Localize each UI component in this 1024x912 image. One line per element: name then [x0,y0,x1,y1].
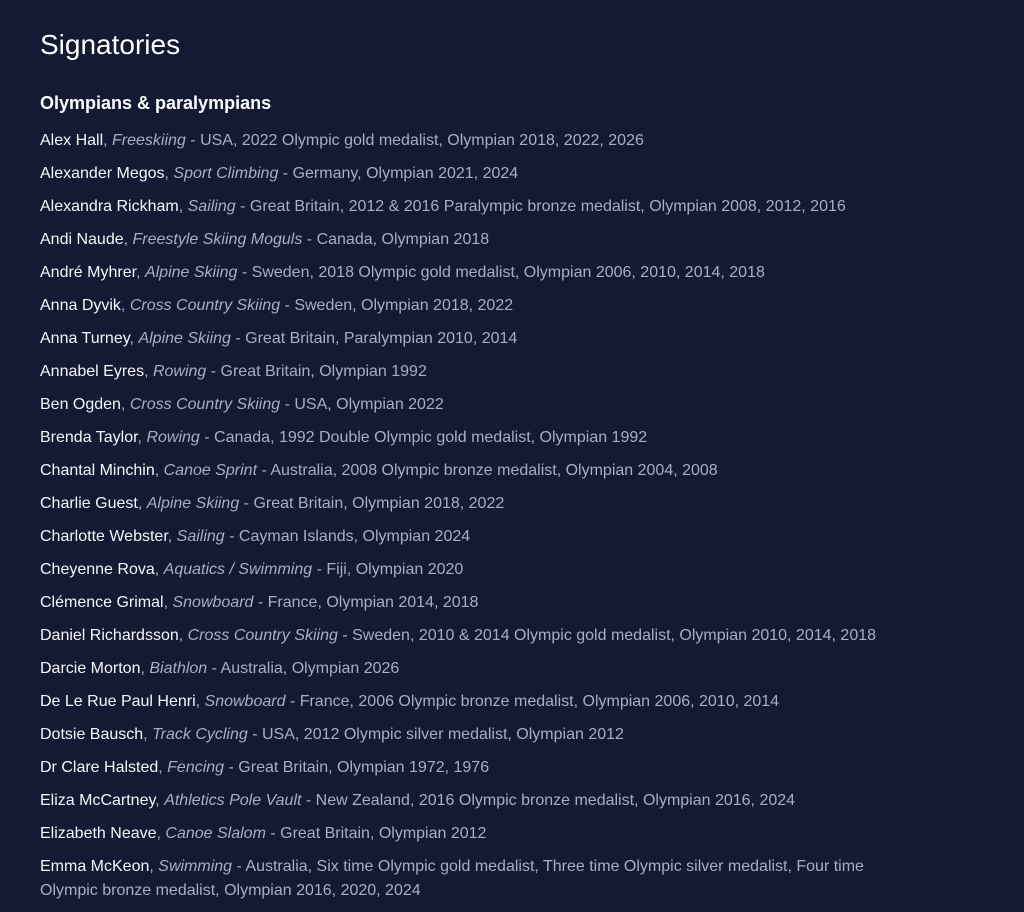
separator-dash: - [224,528,239,545]
signatory-name: Brenda Taylor [40,429,138,446]
signatory-sport: Cross Country Skiing [129,396,281,413]
separator-comma: , [154,561,164,578]
separator-comma: , [149,858,159,875]
signatory-sport: Alpine Skiing [144,264,238,281]
signatory-details: Sweden, 2010 & 2014 Olympic gold medalist, Olympian 2010, 2014, 2018 [352,627,877,644]
signatory-name: Alexandra Rickham [40,198,179,215]
separator-dash: - [239,495,254,512]
signatory-item [40,723,920,747]
signatory-sport: Aquatics / Swimming [163,561,313,578]
signatory-name: Emma McKeon [40,858,150,875]
signatory-list [40,129,920,912]
signatory-details: USA, 2022 Olympic gold medalist, Olympian 2018, 2022, 2026 [200,132,644,149]
separator-dash: - [280,297,295,314]
signatory-details: Fiji, Olympian 2020 [326,561,464,578]
signatory-details: Great Britain, Olympian 1972, 1976 [238,759,490,776]
signatory-details: Germany, Olympian 2021, 2024 [292,165,519,182]
separator-dash: - [232,858,246,875]
separator-dash: - [285,693,300,710]
separator-comma: , [158,759,168,776]
signatory-name: Charlie Guest [40,495,138,512]
signatory-name: Alex Hall [40,132,104,149]
signatory-details: Canada, 1992 Double Olympic gold medalist, Olympian 1992 [214,429,648,446]
signatory-item [40,789,920,813]
separator-comma: , [154,462,164,479]
signatory-details: Australia, 2008 Olympic bronze medalist, Olympian 2004, 2008 [270,462,718,479]
signatory-details: Great Britain, Paralympian 2010, 2014 [245,330,518,347]
separator-dash: - [265,825,281,842]
section-title: Olympians & paralympians [40,93,272,113]
separator-dash: - [337,627,353,644]
separator-comma: , [167,528,177,545]
signatory-item [40,426,920,450]
signatory-sport: Sailing [187,198,236,215]
signatory-name: Anna Turney [40,330,130,347]
separator-dash: - [206,363,221,380]
signatory-details: Sweden, Olympian 2018, 2022 [294,297,514,314]
signatory-details: Great Britain, 2012 & 2016 Paralympic bronze medalist, Olympian 2008, 2012, 2016 [249,198,846,215]
signatory-name: Alexander Megos [40,165,165,182]
separator-dash: - [280,396,295,413]
separator-comma: , [155,792,165,809]
separator-dash: - [301,792,316,809]
signatory-name: Eliza McCartney [40,792,156,809]
signatory-name: Charlotte Webster [40,528,168,545]
signatory-item [40,228,920,252]
signatory-sport: Cross Country Skiing [187,627,338,644]
separator-comma: , [136,264,145,281]
separator-comma: , [143,726,153,743]
signatory-name: André Myhrer [40,264,137,281]
signatory-name: Dr Clare Halsted [40,759,159,776]
signatory-details: Australia, Six time Olympic gold medalist, Three time Olympic silver medalist, Four time Olympic bronze medalist, Olympian 2016, 2020, 2024 [40,858,864,899]
signatory-details: USA, Olympian 2022 [294,396,444,413]
signatory-sport: Rowing [152,363,207,380]
signatory-sport: Alpine Skiing [138,330,231,347]
separator-dash: - [253,594,268,611]
separator-dash: - [230,330,246,347]
signatory-details: Great Britain, Olympian 2012 [280,825,487,842]
page-title: Signatories [40,29,181,60]
signatory-name: Annabel Eyres [40,363,145,380]
signatory-name: Darcie Morton [40,660,141,677]
signatory-item [40,558,920,582]
separator-dash: - [199,429,215,446]
signatory-details: France, Olympian 2014, 2018 [267,594,479,611]
signatory-item [40,822,920,846]
signatory-details: Australia, Olympian 2026 [220,660,400,677]
signatory-name: Anna Dyvik [40,297,121,314]
separator-dash: - [235,198,250,215]
separator-dash: - [237,264,252,281]
signatory-item [40,393,920,417]
signatory-item [40,624,920,648]
separator-comma: , [120,396,130,413]
signatory-item [40,360,920,384]
separator-dash: - [185,132,201,149]
separator-comma: , [120,297,130,314]
separator-dash: - [312,561,327,578]
signatory-details: Sweden, 2018 Olympic gold medalist, Olympian 2006, 2010, 2014, 2018 [251,264,765,281]
separator-dash: - [257,462,271,479]
signatory-sport: Swimming [158,858,233,875]
signatory-details: New Zealand, 2016 Olympic bronze medalist, Olympian 2016, 2024 [315,792,796,809]
signatory-sport: Fencing [167,759,225,776]
signatory-item [40,591,920,615]
separator-dash: - [207,660,221,677]
signatory-sport: Alpine Skiing [146,495,240,512]
signatory-name: Ben Ogden [40,396,121,413]
signatory-sport: Freestyle Skiing Moguls [132,231,303,248]
signatory-item [40,756,920,780]
signatory-name: Dotsie Bausch [40,726,144,743]
separator-comma: , [144,363,153,380]
signatory-name: Elizabeth Neave [40,825,157,842]
separator-comma: , [137,495,147,512]
separator-comma: , [137,429,147,446]
separator-dash: - [247,726,262,743]
separator-comma: , [129,330,139,347]
signatory-item [40,657,920,681]
signatory-item [40,327,920,351]
signatory-item [40,690,920,714]
signatory-sport: Athletics Pole Vault [164,792,302,809]
signatory-name: Chantal Minchin [40,462,155,479]
signatory-name: De Le Rue Paul Henri [40,693,196,710]
signatory-name: Andi Naude [40,231,124,248]
signatory-sport: Snowboard [204,693,286,710]
signatory-item [40,261,920,285]
separator-comma: , [140,660,150,677]
separator-comma: , [123,231,133,248]
signatory-sport: Biathlon [149,660,208,677]
signatory-item [40,855,920,903]
signatory-sport: Canoe Sprint [163,462,258,479]
signatory-item [40,294,920,318]
signatory-details: USA, 2012 Olympic silver medalist, Olympian 2012 [262,726,624,743]
signatory-details: Great Britain, Olympian 1992 [220,363,427,380]
separator-comma: , [103,132,113,149]
signatory-item [40,162,920,186]
signatory-sport: Freeskiing [112,132,186,149]
signatory-sport: Track Cycling [152,726,248,743]
signatory-item [40,492,920,516]
signatory-sport: Rowing [146,429,200,446]
signatory-details: Great Britain, Olympian 2018, 2022 [253,495,505,512]
separator-comma: , [156,825,166,842]
signatory-sport: Canoe Slalom [165,825,266,842]
signatory-sport: Sailing [176,528,225,545]
signatory-sport: Cross Country Skiing [129,297,281,314]
signatory-details: Cayman Islands, Olympian 2024 [238,528,471,545]
signatory-name: Clémence Grimal [40,594,164,611]
signatory-name: Daniel Richardsson [40,627,179,644]
signatory-name: Cheyenne Rova [40,561,155,578]
signatory-item [40,525,920,549]
separator-comma: , [178,198,188,215]
signatory-sport: Snowboard [172,594,254,611]
signatory-sport: Sport Climbing [173,165,279,182]
signatory-details: France, 2006 Olympic bronze medalist, Olympian 2006, 2010, 2014 [299,693,780,710]
separator-comma: , [163,594,173,611]
separator-dash: - [224,759,239,776]
signatory-item [40,459,920,483]
separator-comma: , [195,693,205,710]
signatory-item [40,195,920,219]
separator-comma: , [164,165,174,182]
signatory-details: Canada, Olympian 2018 [316,231,490,248]
separator-dash: - [302,231,317,248]
signatory-item [40,129,920,153]
separator-comma: , [178,627,188,644]
separator-dash: - [278,165,293,182]
